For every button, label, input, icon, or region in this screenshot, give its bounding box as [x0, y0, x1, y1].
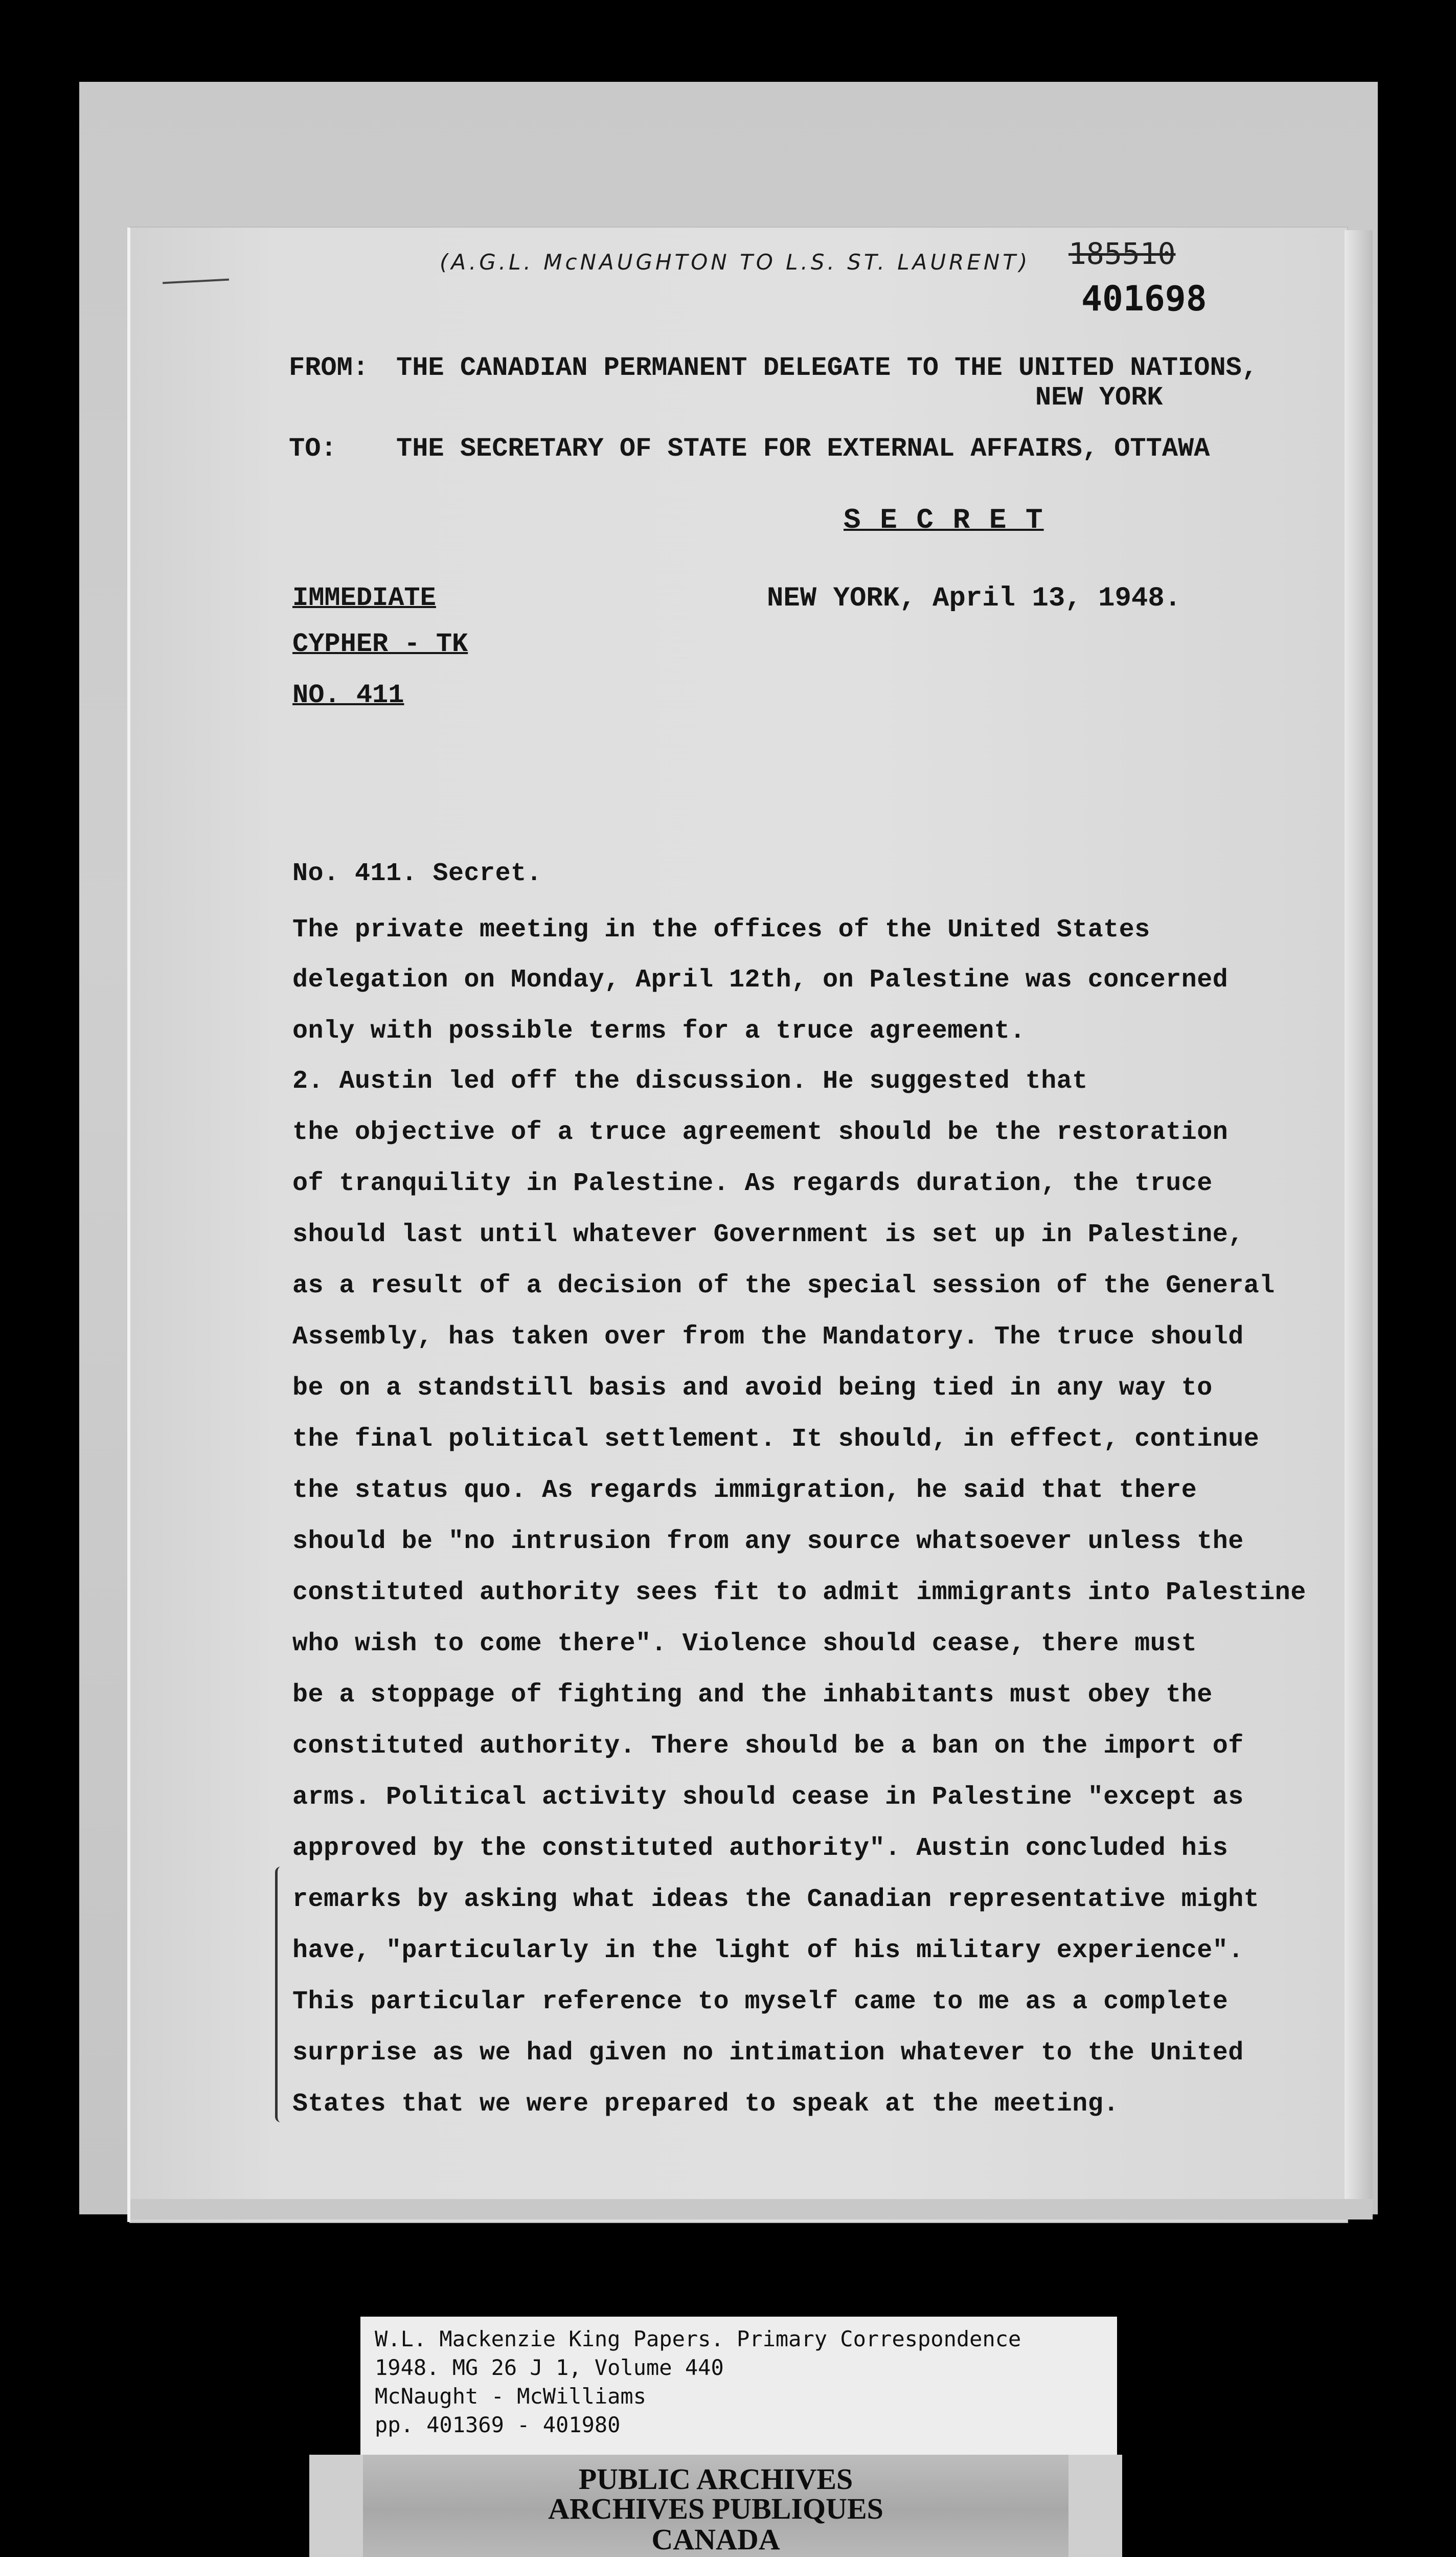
body-line: States that we were prepared to speak at the meeting. [292, 2090, 1119, 2119]
body-line: The private meeting in the offices of the United States [292, 915, 1150, 945]
body-line: as a result of a decision of the special session of the General [292, 1271, 1275, 1300]
page-edge [1345, 230, 1373, 2214]
reference-line: McNaught - McWilliams [375, 2384, 647, 2409]
body-line: be on a standstill basis and avoid being tied in any way to [292, 1374, 1213, 1403]
margin-bracket-mark [275, 1867, 281, 2122]
body-line: This particular reference to myself came to me as a complete [292, 1987, 1228, 2016]
body-line: be a stoppage of fighting and the inhabitants must obey the [292, 1680, 1213, 1710]
body-line: 2. Austin led off the discussion. He suggested that [292, 1067, 1088, 1096]
stamp-line-1: PUBLIC ARCHIVES [578, 2462, 853, 2496]
body-line: have, "particularly in the light of his military experience". [292, 1936, 1244, 1965]
body-line: constituted authority. There should be a ban on the import of [292, 1732, 1244, 1761]
stamp-line-2: ARCHIVES PUBLIQUES [548, 2492, 883, 2525]
body-line: the status quo. As regards immigration, he said that there [292, 1476, 1197, 1505]
body-line: of tranquility in Palestine. As regards duration, the truce [292, 1169, 1213, 1198]
body-line: constituted authority sees fit to admit immigrants into Palestine [292, 1578, 1306, 1607]
page-bottom-edge [130, 2199, 1373, 2219]
to-text: THE SECRETARY OF STATE FOR EXTERNAL AFFAIRS, OTTAWA [396, 434, 1210, 464]
body-line: should last until whatever Government is set up in Palestine, [292, 1220, 1244, 1249]
body-line: only with possible terms for a truce agreement. [292, 1017, 1026, 1046]
from-text-city: NEW YORK [1035, 383, 1163, 413]
place-date: NEW YORK, April 13, 1948. [767, 583, 1181, 614]
reference-line: pp. 401369 - 401980 [375, 2412, 621, 2437]
body-line: Assembly, has taken over from the Mandatory. The truce should [292, 1322, 1244, 1352]
stamp-line-3: CANADA [651, 2523, 780, 2556]
body-line: surprise as we had given no intimation whatever to the United [292, 2038, 1244, 2068]
to-label: TO: [289, 434, 337, 464]
reference-line: 1948. MG 26 J 1, Volume 440 [375, 2355, 724, 2380]
handwritten-note: (A.G.L. McNAUGHTON TO L.S. ST. LAURENT) [440, 250, 1031, 275]
body-line: who wish to come there". Violence should cease, there must [292, 1629, 1197, 1658]
archive-reference-label [360, 2317, 1117, 2455]
priority-label: IMMEDIATE [292, 583, 436, 613]
crossed-out-page-number: 185510 [1068, 236, 1176, 271]
classification-heading: S E C R E T [844, 504, 1044, 536]
body-line: the objective of a truce agreement should be the restoration [292, 1118, 1228, 1147]
body-line: should be "no intrusion from any source whatsoever unless the [292, 1527, 1244, 1556]
body-line: approved by the constituted authority". Austin concluded his [292, 1834, 1228, 1863]
body-line: arms. Political activity should cease in Palestine "except as [292, 1783, 1244, 1812]
from-text: THE CANADIAN PERMANENT DELEGATE TO THE UNITED NATIONS, [396, 353, 1258, 383]
from-label: FROM: [289, 353, 369, 383]
page-number: 401698 [1081, 279, 1207, 319]
archive-stamp [309, 2455, 1122, 2557]
body-line: remarks by asking what ideas the Canadian representative might [292, 1885, 1260, 1914]
reference-line: W.L. Mackenzie King Papers. Primary Correspondence [375, 2326, 1021, 2351]
body-line: No. 411. Secret. [292, 859, 542, 888]
cypher-label: CYPHER - TK [292, 629, 468, 659]
body-line: delegation on Monday, April 12th, on Palestine was concerned [292, 966, 1228, 995]
message-number: NO. 411 [292, 680, 404, 710]
body-line: the final political settlement. It should, in effect, continue [292, 1425, 1260, 1454]
